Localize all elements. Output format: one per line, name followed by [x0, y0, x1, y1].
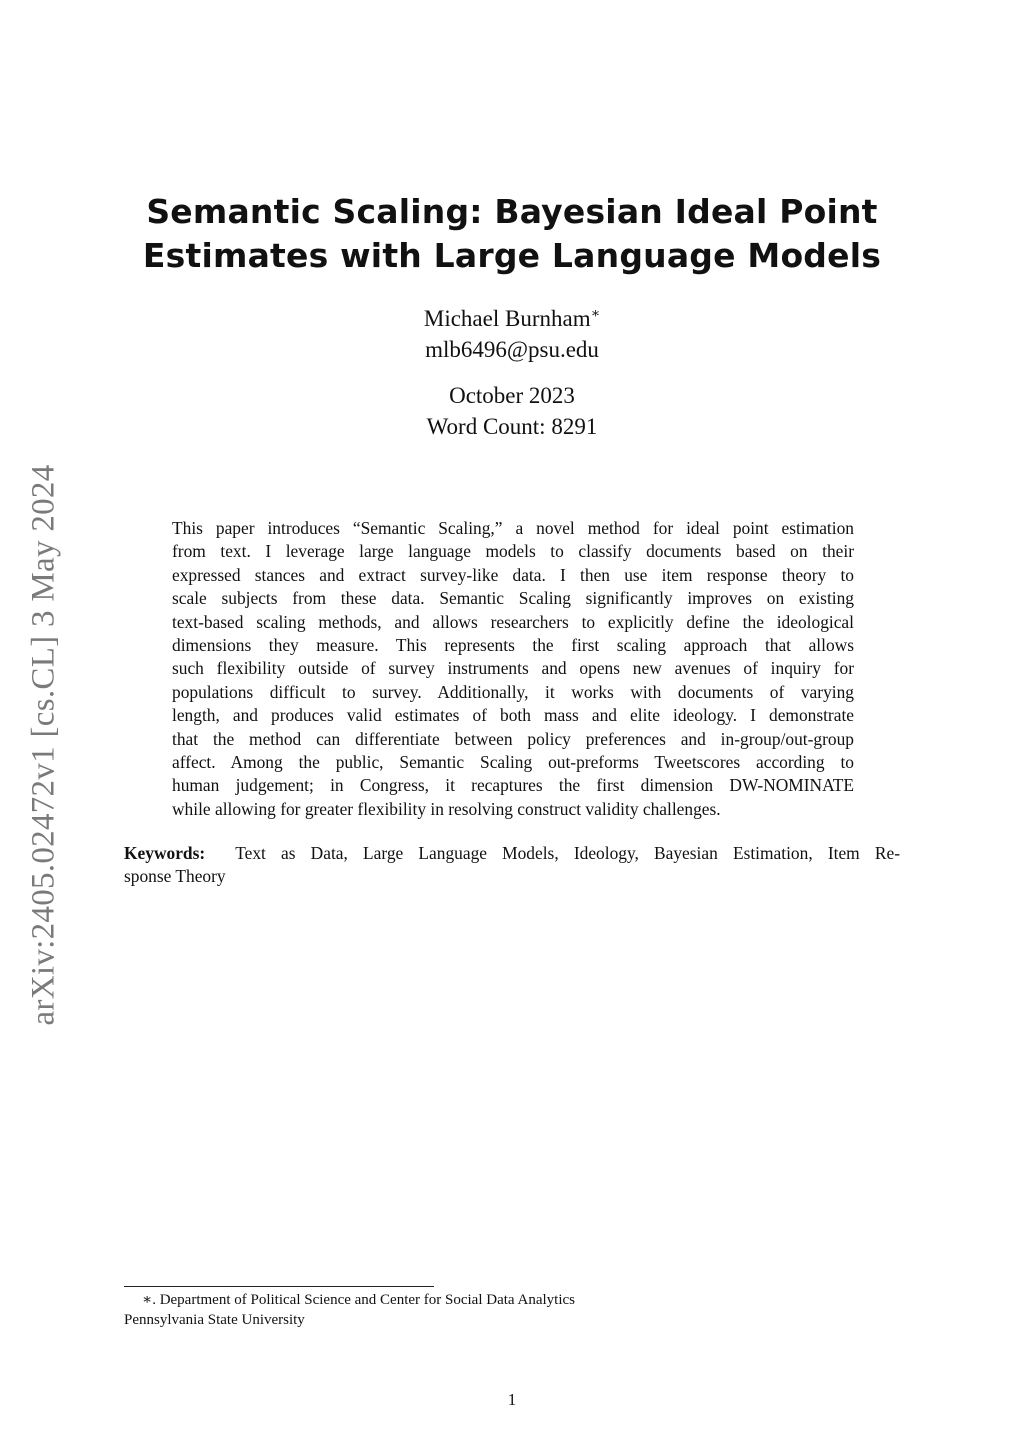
abstract-line: expressed stances and extract survey-like data. I then use item response theory to — [172, 564, 854, 585]
arxiv-identifier-stamp: arXiv:2405.02472v1 [cs.CL] 3 May 2024 — [25, 464, 62, 1026]
abstract-line: dimensions they measure. This represents the first scaling approach that allows — [172, 634, 854, 655]
keywords-line-2: sponse Theory — [124, 866, 226, 887]
footnote — [124, 1290, 824, 1330]
author-block — [262, 303, 762, 365]
abstract-line: while allowing for greater flexibility in resolving construct validity challenges. — [172, 798, 721, 819]
author-name-line — [262, 303, 762, 334]
paper-date: October 2023 — [449, 383, 575, 408]
abstract-line: length, and produces valid estimates of both mass and elite ideology. I demonstrate — [172, 705, 854, 726]
keywords-label: Keywords: — [124, 843, 206, 863]
footnote-line-2: Pennsylvania State University — [124, 1312, 305, 1328]
footnote-divider — [124, 1286, 434, 1287]
author-name: Michael Burnham — [423, 306, 591, 331]
word-count: Word Count: 8291 — [426, 414, 598, 439]
author-email: mlb6496@psu.edu — [425, 337, 599, 362]
abstract-line: from text. I leverage large language models to classify documents based on their — [172, 541, 854, 562]
page-number: 1 — [507, 1390, 517, 1409]
keywords-text-1: Text as Data, Large Language Models, Ideology, Bayesian Estimation, Item Re- — [235, 843, 900, 863]
abstract — [172, 517, 854, 821]
paper-title — [112, 190, 912, 278]
keywords-section — [124, 842, 900, 889]
abstract-line: populations difficult to survey. Additionally, it works with documents of varying — [172, 681, 854, 702]
footnote-line-1: ∗. Department of Political Science and Center for Social Data Analytics — [142, 1292, 575, 1308]
abstract-line: affect. Among the public, Semantic Scaling out-preforms Tweetscores according to — [172, 751, 854, 772]
abstract-line: This paper introduces “Semantic Scaling,” a novel method for ideal point estimation — [172, 518, 854, 538]
abstract-line: human judgement; in Congress, it recaptures the first dimension DW-NOMINATE — [172, 775, 854, 796]
title-line-2: Estimates with Large Language Models — [142, 236, 882, 275]
abstract-line: scale subjects from these data. Semantic Scaling significantly improves on existing — [172, 588, 854, 609]
abstract-line: such flexibility outside of survey instruments and opens new avenues of inquiry for — [172, 658, 854, 679]
abstract-line: text-based scaling methods, and allows researchers to explicitly define the ideological — [172, 611, 854, 632]
keywords-line-1 — [124, 842, 900, 865]
abstract-line: that the method can differentiate between policy preferences and in-group/out-group — [172, 728, 854, 749]
title-line-1: Semantic Scaling: Bayesian Ideal Point — [146, 192, 878, 231]
author-footnote-marker: ∗ — [590, 306, 601, 322]
date-block — [262, 380, 762, 442]
